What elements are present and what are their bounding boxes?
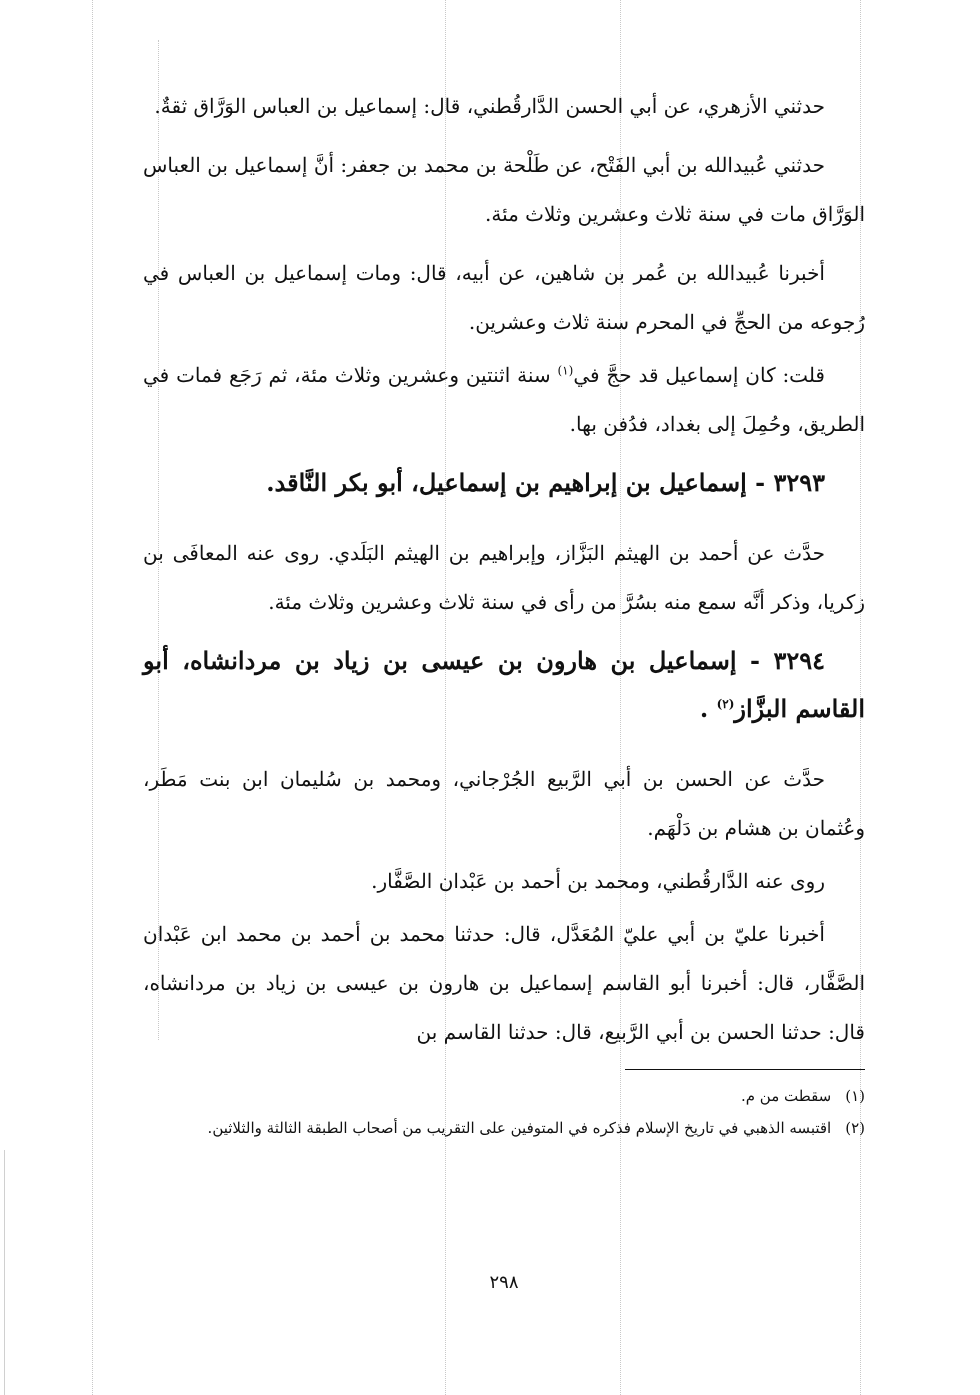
footnote-2: [143, 1112, 865, 1144]
scan-guide-line: [4, 1150, 5, 1395]
paragraph-azhari: حدثني الأزهري، عن أبي الحسن الدَّارقُطني، قال: إسماعيل بن العباس الوَرَّاق ثقةٌ.: [154, 94, 825, 118]
paragraph-entry-3294-teachers: حدَّث عن الحسن بن أبي الرَّبيع الجُرْجاني، ومحمد بن سُليمان ابن بنت مَطَر، وعُثمان بن هشام بن دَلْهَم.: [143, 767, 865, 840]
entry-heading-3293: [143, 459, 865, 507]
page-number: ٢٩٨: [489, 1272, 519, 1293]
qultu-text-end: سنة اثنتين وعشرين وثلاث مئة، ثم رَجَع فمات في الطريق، وحُمِلَ إلى بغداد، فدُفن بها.: [143, 363, 865, 436]
entry-title-3293: - إسماعيل بن إبراهيم بن إسماعيل، أبو بكر النَّاقد.: [266, 468, 774, 497]
qultu-text-start: قلت: كان إسماعيل قد حجَّ في: [573, 363, 825, 387]
page-text: [143, 82, 865, 1312]
entry-heading-3294: [143, 637, 865, 733]
paragraph-ubaidullah: حدثني عُبيدالله بن أبي الفَتْح، عن طَلْحة بن محمد بن جعفر: أنَّ إسماعيل بن العباس الوَرَّاق مات في سنة ثلاث وعشرين وثلاث مئة.: [143, 153, 865, 226]
footnote-1: [143, 1080, 865, 1112]
paragraph-entry-3294-students: روى عنه الدَّارقُطني، ومحمد بن أحمد بن عَبْدان الصَّفَّار.: [371, 869, 825, 893]
entry-title-3294: - إسماعيل بن هارون بن عيسى بن زياد بن مردانشاه، أبو القاسم البزَّاز: [143, 646, 865, 723]
footnote-number: (١): [845, 1087, 865, 1105]
footnotes: [143, 1080, 865, 1144]
footnote-text: اقتبسه الذهبي في تاريخ الإسلام فذكره في المتوفين على التقريب من أصحاب الطبقة الثالثة والثلاثين.: [207, 1119, 832, 1137]
footnote-ref-1: (١): [557, 363, 574, 378]
entry-number-3294: ٣٢٩٤: [773, 646, 825, 675]
paragraph-entry-3293: حدَّث عن أحمد بن الهيثم البَزَّاز، وإبراهيم بن الهيثم البَلَدي. روى عنه المعافَى بن زكريا، وذكر أنَّه سمع منه بسُرَّ من رأى في سنة ثلاث وعشرين وثلاث مئة.: [143, 541, 865, 614]
entry-title-3294-end: .: [699, 694, 717, 723]
footnote-ref-2: (٢): [716, 697, 735, 711]
paragraph-qultu: [143, 351, 865, 449]
footnote-number: (٢): [845, 1119, 865, 1137]
paragraph-ibn-shahin: أخبرنا عُبيدالله بن عُمر بن شاهين، عن أبيه، قال: ومات إسماعيل بن العباس في رُجوعه من الحجِّ في المحرم سنة ثلاث وعشرين.: [143, 261, 865, 334]
scan-guide-line: [92, 0, 93, 1395]
entry-number-3293: ٣٢٩٣: [773, 468, 825, 497]
footnote-divider: [625, 1069, 865, 1070]
paragraph-entry-3294-isnad: أخبرنا عليّ بن أبي عليّ المُعَدَّل، قال: حدثنا محمد بن أحمد بن محمد ابن عَبْدان الصَّفَّار، قال: أخبرنا أبو القاسم إسماعيل بن هارون بن عيسى بن زياد بن مردانشاه، قال: حدثنا الحسن بن أبي الرَّبيع، قال: حدثنا القاسم بن: [143, 922, 865, 1044]
footnote-text: سقطت من م.: [740, 1087, 832, 1105]
